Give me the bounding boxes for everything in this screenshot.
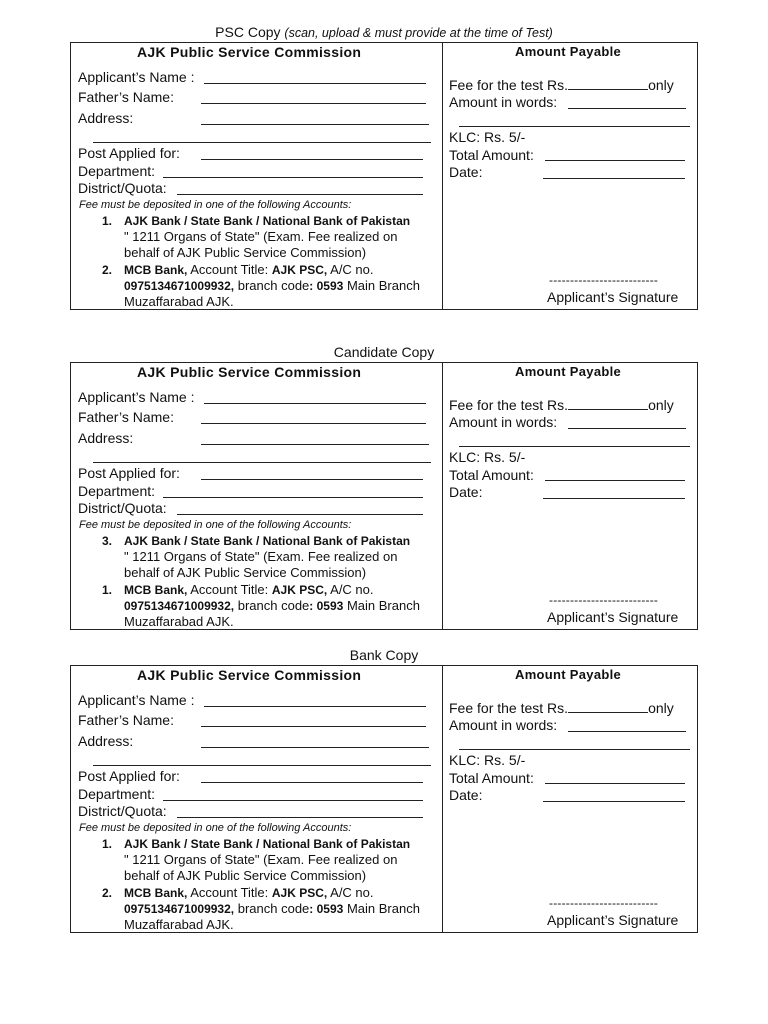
deposit-note: Fee must be deposited in one of the following Accounts: (79, 822, 352, 834)
post-applied-label: Post Applied for: (78, 768, 180, 784)
payment-section (443, 43, 697, 309)
district-quota-field[interactable] (177, 817, 423, 818)
address-field-2[interactable] (93, 462, 431, 463)
copy-title: Candidate Copy (333, 344, 435, 360)
father-name-field[interactable] (201, 423, 426, 424)
father-name-field[interactable] (201, 726, 426, 727)
address-field-1[interactable] (201, 444, 429, 445)
amount-words-field-2[interactable] (459, 126, 690, 127)
applicant-section (71, 666, 442, 932)
address-field-1[interactable] (201, 747, 429, 748)
applicant-name-field[interactable] (204, 706, 426, 707)
address-field-2[interactable] (93, 765, 431, 766)
klc-label: KLC: Rs. 5/- (449, 129, 526, 145)
district-quota-field[interactable] (177, 514, 423, 515)
address-label: Address: (78, 430, 134, 446)
fee-slip (0, 344, 768, 644)
signature-line: -------------------------- (549, 593, 659, 607)
signature-label: Applicant’s Signature (547, 289, 679, 305)
father-name-label: Father’s Name: (78, 712, 174, 728)
post-applied-label: Post Applied for: (78, 465, 180, 481)
district-quota-field[interactable] (177, 194, 423, 195)
district-quota-label: District/Quota: (78, 803, 167, 819)
applicant-name-label: Applicant’s Name : (78, 692, 195, 708)
account-1-organs: " 1211 Organs of State" (Exam. Fee realized on (124, 852, 398, 867)
fee-test-label: Fee for the test Rs. only (449, 397, 674, 413)
date-field[interactable] (543, 498, 685, 499)
amount-words-field[interactable] (568, 428, 686, 429)
signature-line: -------------------------- (549, 273, 659, 287)
amount-payable-heading: Amount Payable (515, 667, 622, 682)
applicant-section (71, 43, 442, 309)
commission-heading: AJK Public Service Commission (137, 44, 362, 60)
department-label: Department: (78, 483, 156, 499)
amount-payable-heading: Amount Payable (515, 44, 622, 59)
applicant-section (71, 363, 442, 629)
district-quota-label: District/Quota: (78, 500, 167, 516)
account-2-branch-line: 0975134671009932, branch code: 0593 Main Branch (124, 901, 420, 916)
amount-words-field-2[interactable] (459, 749, 690, 750)
account-1-number: 1. (102, 214, 113, 228)
slip-box (70, 362, 698, 630)
signature-label: Applicant’s Signature (547, 609, 679, 625)
copy-caption (0, 647, 768, 664)
district-quota-label: District/Quota: (78, 180, 167, 196)
post-applied-field[interactable] (201, 159, 423, 160)
amount-words-label: Amount in words: (449, 414, 558, 430)
copy-caption (0, 24, 768, 41)
account-1-number: 3. (102, 534, 113, 548)
date-label: Date: (449, 787, 483, 803)
fee-amount-field[interactable] (568, 77, 648, 90)
father-name-field[interactable] (201, 103, 426, 104)
signature-label: Applicant’s Signature (547, 912, 679, 928)
amount-payable-heading: Amount Payable (515, 364, 622, 379)
payment-section (443, 666, 697, 932)
account-1-behalf: behalf of AJK Public Service Commission) (124, 565, 367, 580)
post-applied-label: Post Applied for: (78, 145, 180, 161)
slip-box (70, 665, 698, 933)
account-2-city: Muzaffarabad AJK. (124, 917, 234, 932)
account-1-bank: AJK Bank / State Bank / National Bank of Pakistan (124, 214, 411, 228)
department-field[interactable] (163, 177, 423, 178)
applicant-name-label: Applicant’s Name : (78, 389, 195, 405)
copy-title: Bank Copy (349, 647, 419, 663)
amount-words-label: Amount in words: (449, 717, 558, 733)
account-2-branch-line: 0975134671009932, branch code: 0593 Main Branch (124, 598, 420, 613)
post-applied-field[interactable] (201, 782, 423, 783)
total-amount-field[interactable] (545, 480, 685, 481)
applicant-name-label: Applicant’s Name : (78, 69, 195, 85)
deposit-note: Fee must be deposited in one of the following Accounts: (79, 519, 352, 531)
fee-test-label: Fee for the test Rs. only (449, 700, 674, 716)
account-1-behalf: behalf of AJK Public Service Commission) (124, 868, 367, 883)
date-label: Date: (449, 164, 483, 180)
copy-note: (scan, upload & must provide at the time of Test) (284, 26, 553, 40)
fee-amount-field[interactable] (568, 397, 648, 410)
account-1-number: 1. (102, 837, 113, 851)
father-name-label: Father’s Name: (78, 89, 174, 105)
signature-line: -------------------------- (549, 896, 659, 910)
applicant-name-field[interactable] (204, 83, 426, 84)
copy-title: PSC Copy (215, 24, 281, 40)
account-1-behalf: behalf of AJK Public Service Commission) (124, 245, 367, 260)
account-2-number: 2. (102, 886, 113, 900)
department-field[interactable] (163, 497, 423, 498)
address-label: Address: (78, 733, 134, 749)
account-2-title-line: MCB Bank, Account Title: AJK PSC, A/C no. (124, 262, 374, 277)
klc-label: KLC: Rs. 5/- (449, 752, 526, 768)
total-amount-field[interactable] (545, 160, 685, 161)
slip-box (70, 42, 698, 310)
post-applied-field[interactable] (201, 479, 423, 480)
deposit-note: Fee must be deposited in one of the following Accounts: (79, 199, 352, 211)
date-field[interactable] (543, 178, 685, 179)
department-label: Department: (78, 163, 156, 179)
amount-words-label: Amount in words: (449, 94, 558, 110)
account-1-organs: " 1211 Organs of State" (Exam. Fee realized on (124, 229, 398, 244)
account-1-bank: AJK Bank / State Bank / National Bank of Pakistan (124, 837, 411, 851)
address-field-1[interactable] (201, 124, 429, 125)
commission-heading: AJK Public Service Commission (137, 364, 362, 380)
amount-words-field-2[interactable] (459, 446, 690, 447)
fee-amount-field[interactable] (568, 700, 648, 713)
account-2-city: Muzaffarabad AJK. (124, 614, 234, 629)
account-2-number: 2. (102, 263, 113, 277)
date-label: Date: (449, 484, 483, 500)
amount-words-field[interactable] (568, 731, 686, 732)
copy-caption (0, 344, 768, 361)
total-amount-label: Total Amount: (449, 147, 534, 163)
amount-words-field[interactable] (568, 108, 686, 109)
account-2-title-line: MCB Bank, Account Title: AJK PSC, A/C no. (124, 885, 374, 900)
account-2-number: 1. (102, 583, 113, 597)
fee-test-label: Fee for the test Rs. only (449, 77, 674, 93)
total-amount-field[interactable] (545, 783, 685, 784)
date-field[interactable] (543, 801, 685, 802)
account-2-city: Muzaffarabad AJK. (124, 294, 234, 309)
department-label: Department: (78, 786, 156, 802)
commission-heading: AJK Public Service Commission (137, 667, 362, 683)
account-2-title-line: MCB Bank, Account Title: AJK PSC, A/C no. (124, 582, 374, 597)
department-field[interactable] (163, 800, 423, 801)
account-2-branch-line: 0975134671009932, branch code: 0593 Main Branch (124, 278, 420, 293)
total-amount-label: Total Amount: (449, 770, 534, 786)
applicant-name-field[interactable] (204, 403, 426, 404)
account-1-bank: AJK Bank / State Bank / National Bank of Pakistan (124, 534, 411, 548)
klc-label: KLC: Rs. 5/- (449, 449, 526, 465)
account-1-organs: " 1211 Organs of State" (Exam. Fee realized on (124, 549, 398, 564)
fee-slip (0, 24, 768, 324)
total-amount-label: Total Amount: (449, 467, 534, 483)
address-field-2[interactable] (93, 142, 431, 143)
father-name-label: Father’s Name: (78, 409, 174, 425)
address-label: Address: (78, 110, 134, 126)
payment-section (443, 363, 697, 629)
fee-slip (0, 647, 768, 947)
